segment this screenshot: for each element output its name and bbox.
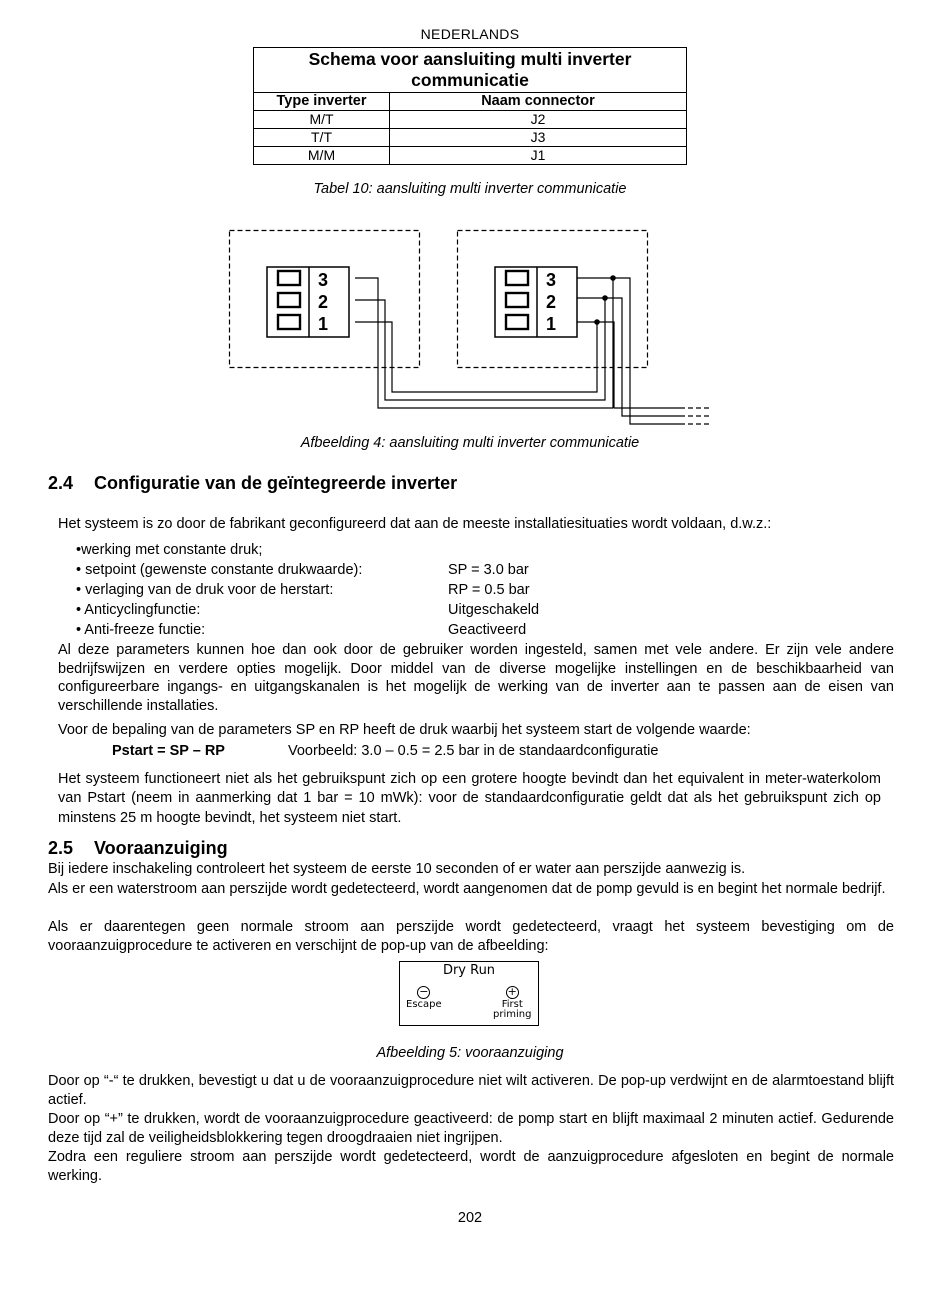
first-priming-label-1: First bbox=[501, 999, 523, 1010]
table-cell: M/T bbox=[254, 111, 390, 129]
first-priming-button[interactable] bbox=[493, 986, 531, 1020]
table-header-type: Type inverter bbox=[254, 93, 390, 111]
section-number: 2.4 bbox=[48, 473, 74, 493]
terminal-label: 1 bbox=[546, 314, 557, 334]
minus-icon: − bbox=[419, 985, 429, 998]
list-item: • setpoint (gewenste constante drukwaarde): SP = 3.0 bar bbox=[76, 562, 529, 578]
section-2-5-p3: Als er daarentegen geen normale stroom aan perszijde wordt gedetecteerd, vraagt het systeem bevestiging om de vooraanzuigprocedure te activeren en verschijnt de pop-up van de afbeelding: bbox=[48, 919, 894, 955]
wire-out-2 bbox=[605, 298, 680, 416]
default-settings-list bbox=[76, 540, 540, 640]
section-number: 2.5 bbox=[48, 838, 74, 858]
section-2-4-heading bbox=[48, 473, 457, 494]
section-2-5-heading bbox=[48, 838, 228, 859]
connector-block-right bbox=[495, 267, 577, 337]
section-title: Vooraanzuiging bbox=[94, 838, 228, 858]
list-item: • Anti-freeze functie: Geactiveerd bbox=[76, 622, 527, 638]
pstart-formula bbox=[112, 743, 658, 759]
section-2-5-p6: Zodra een reguliere stroom aan perszijde wordt gedetecteerd, wordt de aanzuigprocedure afgesloten en begint de normale werking. bbox=[48, 1149, 894, 1185]
formula-example: Voorbeeld: 3.0 – 0.5 = 2.5 bar in de standaardconfiguratie bbox=[288, 743, 659, 759]
terminal-label: 3 bbox=[546, 270, 557, 290]
terminal-label: 3 bbox=[318, 270, 329, 290]
list-item: •werking met constante druk; bbox=[76, 542, 263, 558]
section-2-5-p1: Bij iedere inschakeling controleert het systeem de eerste 10 seconden of er water aan perszijde aanwezig is. bbox=[48, 861, 746, 877]
page-language-header: NEDERLANDS bbox=[420, 26, 520, 42]
table-cell: J2 bbox=[390, 111, 687, 129]
table-cell: J1 bbox=[390, 147, 687, 165]
escape-label: Escape bbox=[406, 999, 442, 1010]
list-item: • verlaging van de druk voor de herstart: RP = 0.5 bar bbox=[76, 582, 530, 598]
wire-dashed-extensions bbox=[680, 408, 712, 424]
terminal-label: 1 bbox=[318, 314, 329, 334]
list-item: • Anticyclingfunctie: Uitgeschakeld bbox=[76, 602, 540, 618]
table-cell: M/M bbox=[254, 147, 390, 165]
wiring-diagram bbox=[0, 0, 950, 440]
terminal-label: 2 bbox=[318, 292, 329, 312]
section-2-5-p4: Door op “-“ te drukken, bevestigt u dat u de vooraanzuigprocedure niet wilt activeren. De pop-up verdwijnt en de alarmtoestand blijft actief. bbox=[48, 1073, 894, 1109]
page-number: 202 bbox=[457, 1210, 483, 1226]
plus-icon: + bbox=[507, 985, 517, 998]
wire-out-3 bbox=[613, 278, 680, 424]
escape-button[interactable] bbox=[406, 986, 442, 1010]
table-header-connector: Naam connector bbox=[390, 93, 687, 111]
table-title: Schema voor aansluiting multi inverter communicatie bbox=[254, 48, 687, 93]
table-cell: J3 bbox=[390, 129, 687, 147]
section-2-5-p5: Door op “+” te drukken, wordt de vooraanzuigprocedure geactiveerd: de pomp start en blijft maximaal 2 minuten actief. Gedurende deze tijd zal de veiligheidsblokkering tegen droogdraaien niet ingrijpen. bbox=[48, 1111, 894, 1147]
connector-block-left bbox=[267, 267, 349, 337]
terminal-label: 2 bbox=[546, 292, 557, 312]
section-2-5-p2: Als er een waterstroom aan perszijde wordt gedetecteerd, wordt aangenomen dat de pomp gevuld is en begint het normale bedrijf. bbox=[48, 881, 886, 897]
popup-title: Dry Run bbox=[442, 963, 496, 978]
first-priming-label-2: priming bbox=[493, 1009, 532, 1020]
figure5-caption: Afbeelding 5: vooraanzuiging bbox=[376, 1045, 564, 1061]
section-2-4-para2: Voor de bepaling van de parameters SP en RP heeft de druk waarbij het systeem start de volgende waarde: bbox=[58, 722, 751, 738]
table-caption: Tabel 10: aansluiting multi inverter communicatie bbox=[313, 181, 627, 197]
section-title: Configuratie van de geïntegreerde inverter bbox=[94, 473, 458, 493]
figure4-caption: Afbeelding 4: aansluiting multi inverter communicatie bbox=[300, 435, 640, 451]
section-2-4-para3: Het systeem functioneert niet als het gebruikspunt zich op een grotere hoogte bevindt dan het equivalent in meter-waterkolom van Pstart (neem in aanmerking dat 1 bar = 10 mWk): voor de standaardconfiguratie geldt dat als het gebruikspunt zich op minstens 25 m hoogte bevindt, het systeem niet start. bbox=[58, 771, 881, 826]
section-2-4-intro: Het systeem is zo door de fabrikant geconfigureerd dat aan de meeste installatiesituaties wordt voldaan, d.w.z.: bbox=[58, 516, 772, 532]
formula: Pstart = SP – RP bbox=[112, 743, 225, 759]
section-2-4-para1: Al deze parameters kunnen hoe dan ook door de gebruiker worden ingesteld, samen met vele andere. Er zijn vele andere bedrijfswijzen en verdere opties mogelijk. Door middel van de diverse mogelijke instellingen en de beschikbaarheid van configureerbare ingangs- en uitgangskanalen is het mogelijk de werking van de inverter aan te passen aan de eisen van verschillende installaties. bbox=[58, 642, 894, 714]
dry-run-popup bbox=[399, 961, 539, 1026]
table-cell: T/T bbox=[254, 129, 390, 147]
